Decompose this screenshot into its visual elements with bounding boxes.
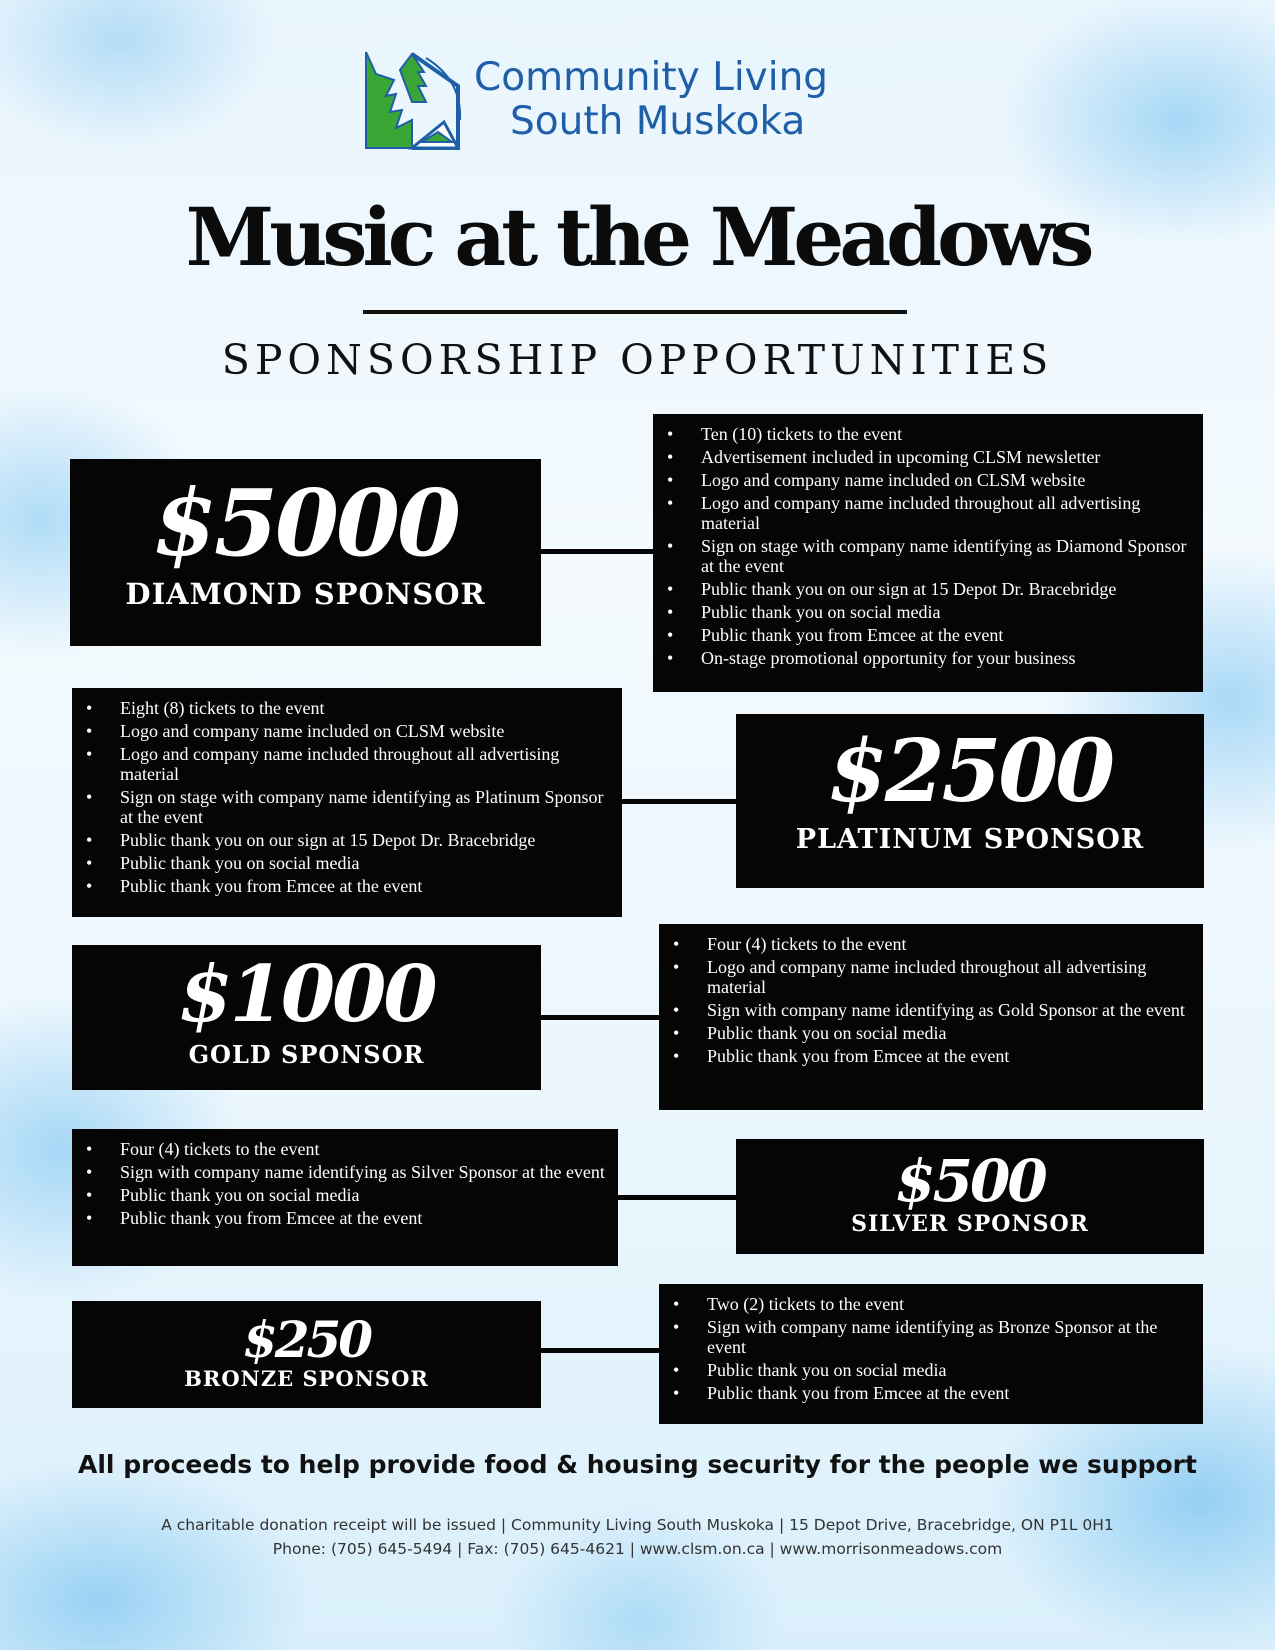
list-item: • Sign with company name identifying as Silver Sponsor at the event: [72, 1162, 606, 1182]
list-item: • Public thank you on our sign at 15 Depot Dr. Bracebridge: [653, 579, 1191, 599]
benefits-list-diamond: [653, 414, 1203, 692]
benefits-list-gold: [659, 924, 1203, 1110]
list-item: • Public thank you on our sign at 15 Depot Dr. Bracebridge: [72, 830, 610, 850]
list-item: • Eight (8) tickets to the event: [72, 698, 610, 718]
benefits-list-silver: [72, 1129, 618, 1266]
tier-label: BRONZE SPONSOR: [184, 1366, 429, 1391]
page-subtitle: SPONSORSHIP OPPORTUNITIES: [221, 336, 1054, 384]
tier-amount: $250: [242, 1310, 371, 1369]
event-title: Music at the Meadows: [185, 190, 1090, 284]
list-item: • Advertisement included in upcoming CLSM newsletter: [653, 447, 1191, 467]
trees-mark-icon: [362, 50, 467, 152]
tier-amount: $500: [895, 1147, 1045, 1215]
list-item: • Public thank you from Emcee at the event: [659, 1383, 1191, 1403]
logo-line-2: South Muskoka: [510, 99, 806, 144]
list-item: • Public thank you on social media: [72, 853, 610, 873]
connector-line: [541, 1348, 659, 1353]
tier-label: PLATINUM SPONSOR: [795, 824, 1145, 855]
title-divider: [363, 310, 907, 314]
organization-logo: [362, 50, 922, 160]
tier-label: DIAMOND SPONSOR: [125, 577, 486, 611]
footer-line-2: Phone: (705) 645-5494 | Fax: (705) 645-4621 | www.clsm.on.ca | www.morrisonmeadows.com: [272, 1540, 1003, 1558]
tier-box-platinum: [736, 714, 1204, 888]
tier-box-silver: [736, 1139, 1204, 1254]
list-item: • Public thank you on social media: [653, 602, 1191, 622]
list-item: • Public thank you on social media: [659, 1023, 1191, 1043]
list-item: • Logo and company name included throughout all advertising material: [653, 493, 1191, 533]
list-item: • Logo and company name included throughout all advertising material: [659, 957, 1191, 997]
list-item: • Four (4) tickets to the event: [659, 934, 1191, 954]
logo-line-1: Community Living: [474, 55, 829, 100]
organization-name: [474, 56, 828, 144]
tier-box-gold: [72, 945, 541, 1090]
tier-box-diamond: [70, 459, 541, 646]
list-item: • Public thank you from Emcee at the event: [659, 1046, 1191, 1066]
list-item: • Public thank you on social media: [72, 1185, 606, 1205]
footer-line-1: A charitable donation receipt will be issued | Community Living South Muskoka | 15 Depot Drive, Bracebridge, ON P1L 0H1: [161, 1516, 1114, 1534]
list-item: • Public thank you from Emcee at the event: [72, 876, 610, 896]
list-item: • Public thank you on social media: [659, 1360, 1191, 1380]
list-item: • Four (4) tickets to the event: [72, 1139, 606, 1159]
list-item: • On-stage promotional opportunity for your business: [653, 648, 1191, 668]
tier-box-bronze: [72, 1301, 541, 1408]
tier-amount: $2500: [827, 721, 1113, 822]
list-item: • Sign on stage with company name identifying as Platinum Sponsor at the event: [72, 787, 610, 827]
list-item: • Public thank you from Emcee at the event: [72, 1208, 606, 1228]
tier-amount: $1000: [178, 949, 435, 1040]
benefits-list-platinum: [72, 688, 622, 917]
list-item: • Ten (10) tickets to the event: [653, 424, 1191, 444]
list-item: • Sign on stage with company name identifying as Diamond Sponsor at the event: [653, 536, 1191, 576]
connector-line: [618, 1195, 736, 1200]
tier-label: SILVER SPONSOR: [851, 1211, 1089, 1237]
connector-line: [541, 549, 653, 554]
tier-label: GOLD SPONSOR: [188, 1040, 425, 1069]
list-item: • Public thank you from Emcee at the event: [653, 625, 1191, 645]
connector-line: [622, 799, 736, 804]
list-item: • Two (2) tickets to the event: [659, 1294, 1191, 1314]
tier-amount: $5000: [152, 469, 459, 577]
list-item: • Logo and company name included on CLSM website: [653, 470, 1191, 490]
connector-line: [541, 1015, 659, 1020]
list-item: • Sign with company name identifying as Bronze Sponsor at the event: [659, 1317, 1191, 1357]
benefits-list-bronze: [659, 1284, 1203, 1424]
proceeds-tagline: All proceeds to help provide food & housing security for the people we support: [78, 1450, 1197, 1479]
list-item: • Sign with company name identifying as Gold Sponsor at the event: [659, 1000, 1191, 1020]
list-item: • Logo and company name included throughout all advertising material: [72, 744, 610, 784]
list-item: • Logo and company name included on CLSM website: [72, 721, 610, 741]
